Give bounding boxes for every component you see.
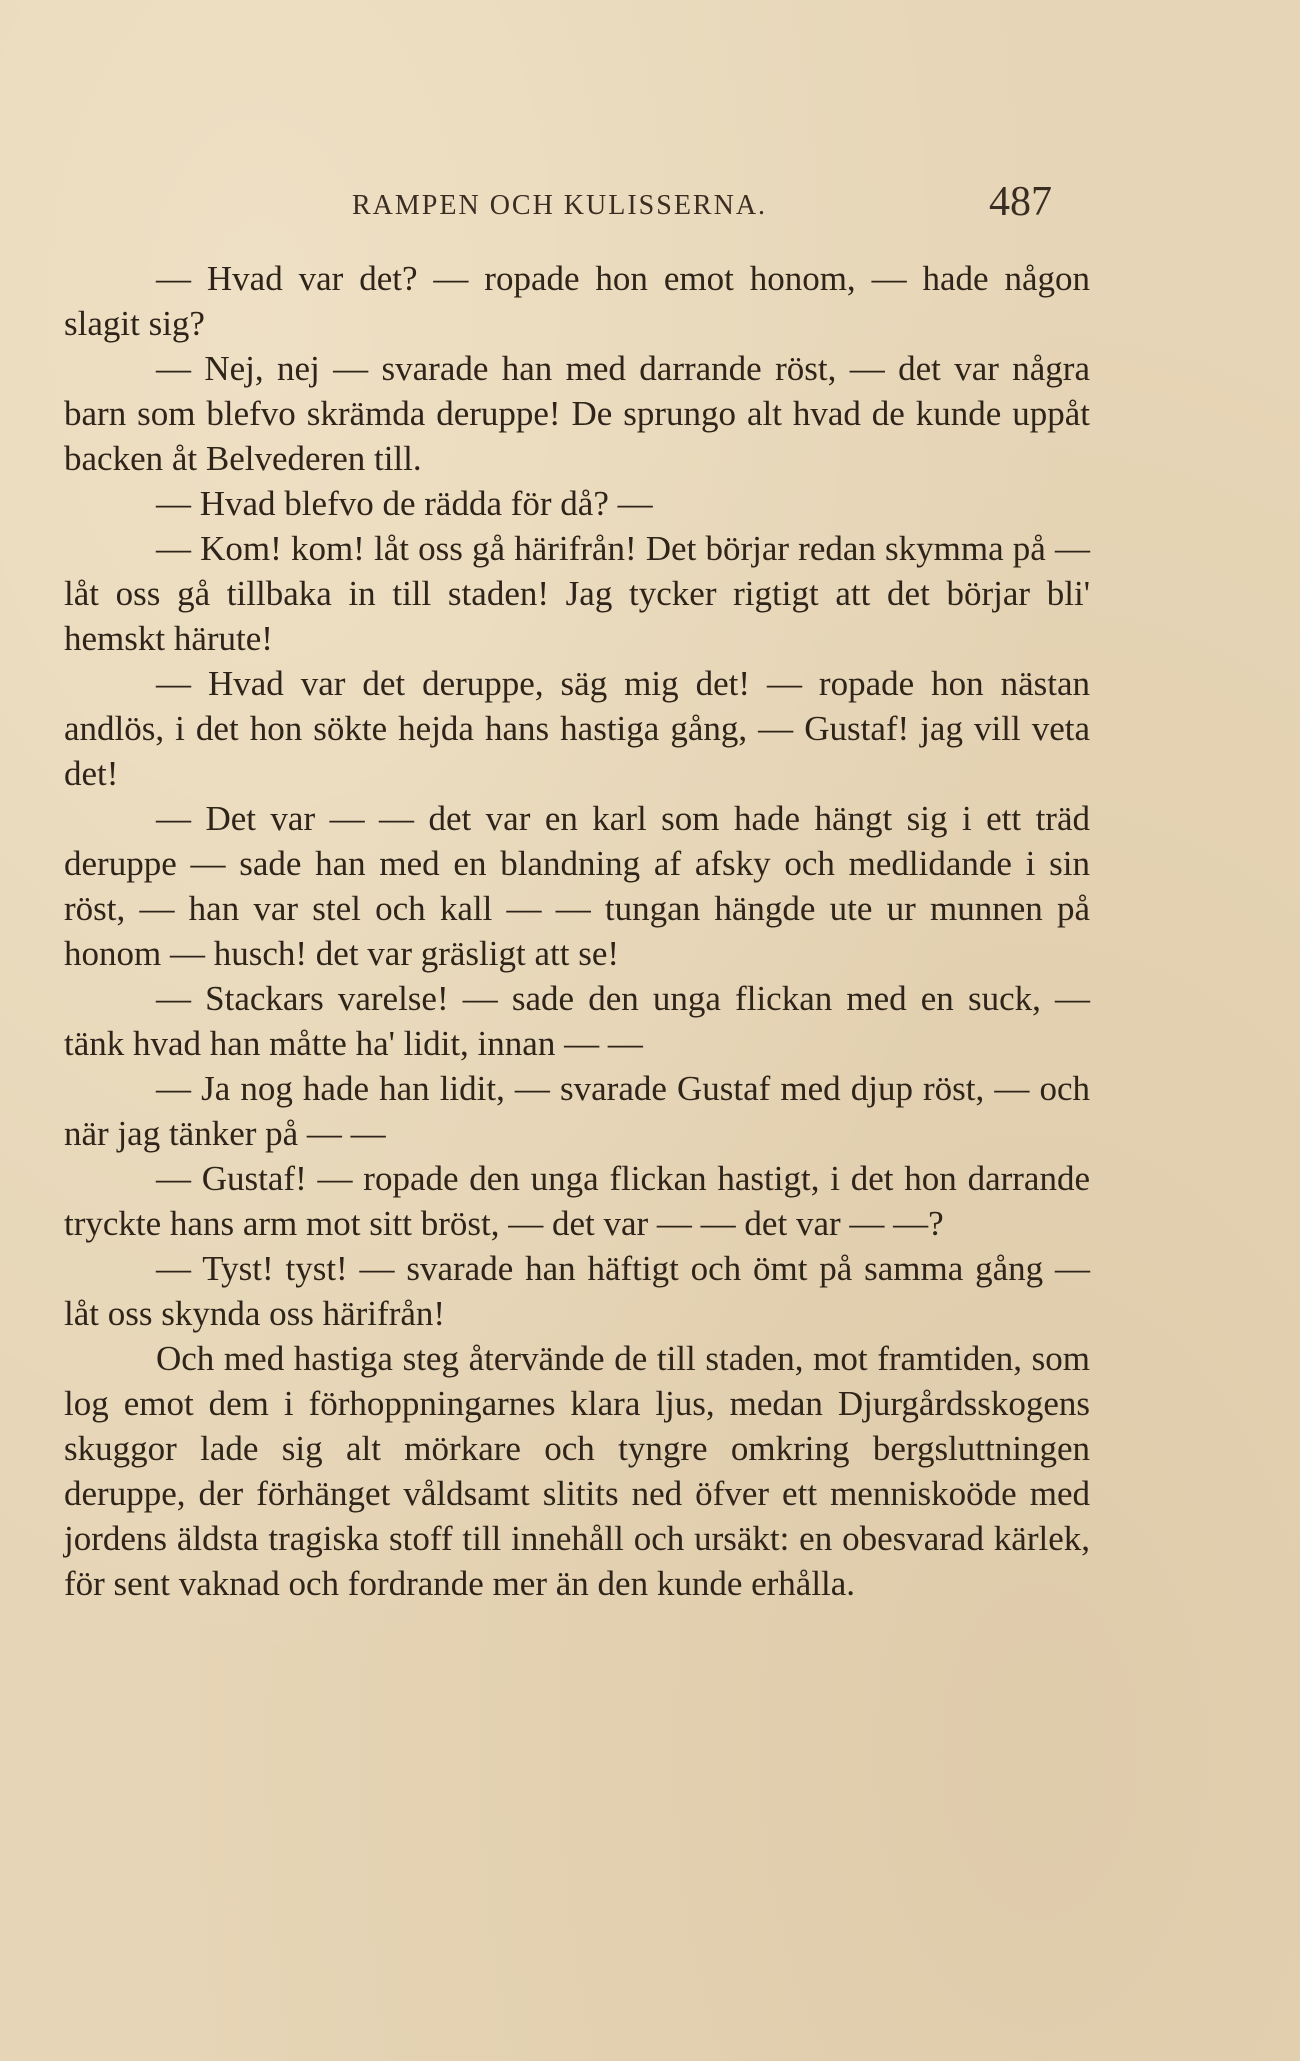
paragraph: — Ja nog hade han lidit, — svarade Gustaf med djup röst, — och när jag tänker på — — <box>64 1069 1090 1153</box>
running-head <box>352 178 1052 228</box>
running-head-title: RAMPEN OCH KULISSERNA. <box>352 190 768 221</box>
paragraph: — Gustaf! — ropade den unga flickan hastigt, i det hon darrande tryckte hans arm mot sitt bröst, — det var — — det var — —? <box>64 1159 1090 1243</box>
paragraph: — Kom! kom! låt oss gå härifrån! Det börjar redan skymma på — låt oss gå tillbaka in till staden! Jag tycker rigtigt att det börjar bli' hemskt härute! <box>64 529 1090 658</box>
paragraph: — Hvad var det deruppe, säg mig det! — ropade hon nästan andlös, i det hon sökte hejda hans hastiga gång, — Gustaf! jag vill veta det! <box>64 664 1090 793</box>
page-number: 487 <box>989 179 1052 225</box>
paragraph: — Hvad var det? — ropade hon emot honom, — hade någon slagit sig? <box>64 259 1090 343</box>
paragraph: — Nej, nej — svarade han med darrande röst, — det var några barn som blefvo skrämda deruppe! De sprungo alt hvad de kunde uppåt backen åt Belvederen till. <box>64 349 1090 478</box>
paragraph: — Stackars varelse! — sade den unga flickan med en suck, — tänk hvad han måtte ha' lidit, innan — — <box>64 979 1090 1063</box>
body-text <box>64 256 1090 1606</box>
paragraph: — Hvad blefvo de rädda för då? — <box>156 484 653 523</box>
paragraph: Och med hastiga steg återvände de till staden, mot framtiden, som log emot dem i förhoppningarnes klara ljus, medan Djurgårdsskogens skuggor lade sig alt mörkare och tyngre omkring bergsluttningen deruppe, der förhänget våldsamt slitits ned öfver ett menniskoöde med jordens äldsta tragiska stoff till innehåll och ursäkt: en obesvarad kärlek, för sent vaknad och fordrande mer än den kunde erhålla. <box>64 1339 1090 1603</box>
paragraph: — Det var — — det var en karl som hade hängt sig i ett träd deruppe — sade han med en blandning af afsky och medlidande i sin röst, — han var stel och kall — — tungan hängde ute ur munnen på honom — husch! det var gräsligt att se! <box>64 799 1090 973</box>
paragraph: — Tyst! tyst! — svarade han häftigt och ömt på samma gång — låt oss skynda oss härifrån! <box>64 1249 1090 1333</box>
